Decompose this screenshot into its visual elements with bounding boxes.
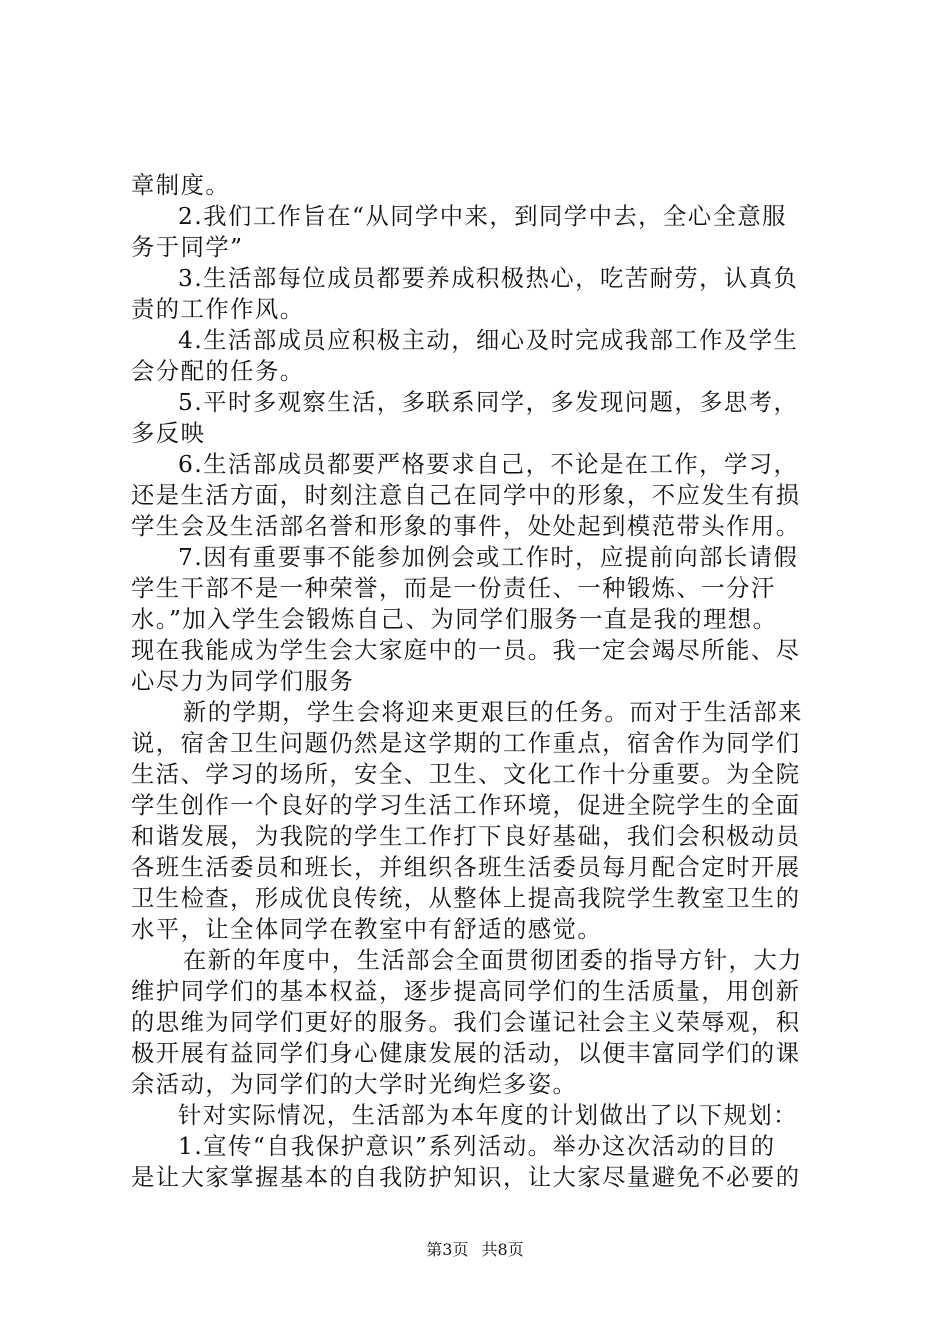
text-line: 新的学期，学生会将迎来更艰巨的任务。而对于生活部来 (183, 699, 803, 726)
text-line: 1.宣传“自我保护意识”系列活动。举办这次活动的目的 (178, 1133, 776, 1160)
text-line: 说，宿舍卫生问题仍然是这学期的工作重点，宿舍作为同学们 (131, 730, 801, 757)
text-line: 学生会及生活部名誉和形象的事件，处处起到模范带头作用。 (131, 513, 801, 540)
text-line: 极开展有益同学们身心健康发展的活动，以便丰富同学们的课 (131, 1040, 801, 1067)
page-number: 第3页 (426, 1240, 469, 1259)
text-line: 2.我们工作旨在“从同学中来，到同学中去，全心全意服 (178, 203, 787, 230)
text-line: 和谐发展，为我院的学生工作打下良好基础，我们会积极动员 (131, 823, 801, 850)
text-line: 维护同学们的基本权益，逐步提高同学们的生活质量，用创新 (131, 978, 801, 1005)
text-line: 心尽力为同学们服务 (131, 668, 355, 695)
text-line: 多反映 (131, 420, 206, 447)
text-line: 水平，让全体同学在教室中有舒适的感觉。 (131, 916, 603, 943)
text-line: 在新的年度中，生活部会全面贯彻团委的指导方针，大力 (183, 947, 803, 974)
text-line: 学生创作一个良好的学习生活工作环境，促进全院学生的全面 (131, 792, 801, 819)
text-line: 7.因有重要事不能参加例会或工作时，应提前向部长请假 (178, 544, 799, 571)
text-line: 的思维为同学们更好的服务。我们会谨记社会主义荣辱观，积 (131, 1009, 801, 1036)
text-line: 章制度。 (131, 172, 231, 199)
text-line: 4.生活部成员应积极主动，细心及时完成我部工作及学生 (178, 327, 799, 354)
page-total: 共8页 (481, 1240, 524, 1259)
text-line: 6.生活部成员都要严格要求自己，不论是在工作，学习， (178, 451, 799, 478)
text-line: 3.生活部每位成员都要养成积极热心，吃苦耐劳，认真负 (178, 265, 799, 292)
text-line: 责的工作作风。 (131, 296, 305, 323)
text-line: 会分配的任务。 (131, 358, 305, 385)
text-line: 水。”加入学生会锻炼自己、为同学们服务一直是我的理想。 (131, 606, 778, 633)
text-line: 学生干部不是一种荣誉，而是一份责任、一种锻炼、一分汗 (131, 575, 776, 602)
page-footer (0, 1237, 950, 1260)
text-line: 是让大家掌握基本的自我防护知识，让大家尽量避免不必要的 (131, 1164, 801, 1191)
document-body (131, 170, 831, 1193)
text-line: 卫生检查，形成优良传统，从整体上提高我院学生教室卫生的 (131, 885, 801, 912)
text-line: 余活动，为同学们的大学时光绚烂多姿。 (131, 1071, 578, 1098)
text-line: 务于同学” (131, 234, 244, 261)
text-line: 现在我能成为学生会大家庭中的一员。我一定会竭尽所能、尽 (131, 637, 801, 664)
text-line: 各班生活委员和班长，并组织各班生活委员每月配合定时开展 (131, 854, 801, 881)
text-line: 生活、学习的场所，安全、卫生、文化工作十分重要。为全院 (131, 761, 801, 788)
text-line: 还是生活方面，时刻注意自己在同学中的形象，不应发生有损 (131, 482, 801, 509)
text-line: 5.平时多观察生活，多联系同学，多发现问题，多思考， (178, 389, 799, 416)
text-line: 针对实际情况，生活部为本年度的计划做出了以下规划： (178, 1102, 798, 1129)
